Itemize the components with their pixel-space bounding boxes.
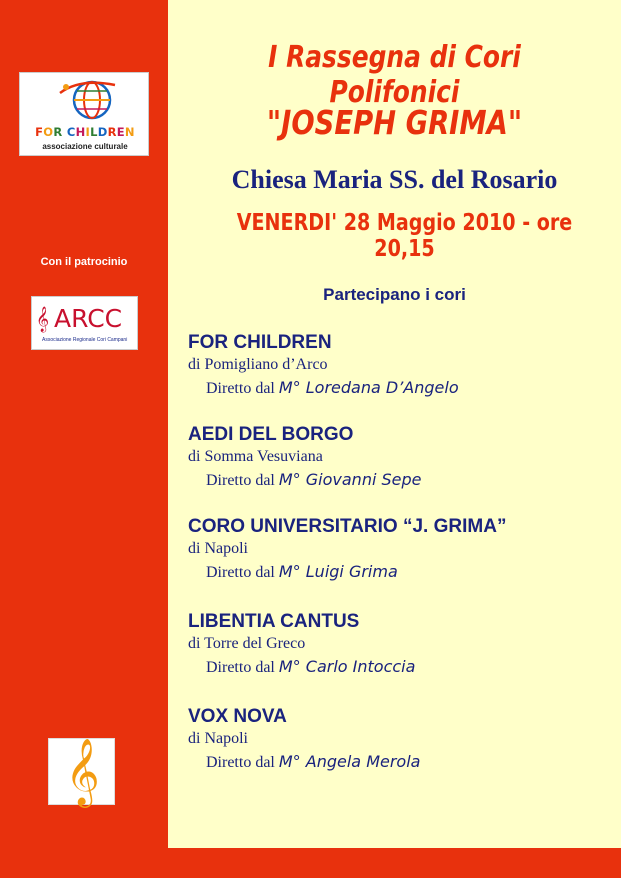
choir-town: di Torre del Greco [188,635,306,652]
arcc-logo-subtitle: Associazione Regionale Cori Campani [42,337,128,343]
choir-name: AEDI DEL BORGO [188,424,354,445]
directed-prefix: Diretto dal [206,659,275,676]
choir-item [188,611,608,679]
main-panel [168,0,621,848]
directed-prefix: Diretto dal [206,472,275,489]
choir-item [188,516,608,584]
for-children-logo-name: FOR CHILDREN [35,125,135,139]
choir-name: FOR CHILDREN [188,332,332,353]
event-date: VENERDI' 28 Maggio 2010 - ore 20,15 [236,210,573,262]
choir-director-line [188,468,608,492]
venue: Chiesa Maria SS. del Rosario [231,165,558,194]
title-line-1: I Rassegna di Cori Polifonici [268,40,521,110]
choir-town: di Napoli [188,730,248,747]
title-line-2: "JOSEPH GRIMA" [266,103,523,142]
participants-heading: Partecipano i cori [323,285,466,304]
choir-item [188,332,608,400]
choir-director: M° Loredana D’Angelo [278,378,459,397]
treble-clef-icon: 𝄞 [65,737,100,805]
treble-clef-box [48,738,115,805]
choir-director-line [188,376,608,400]
directed-prefix: Diretto dal [206,754,275,771]
choir-name: VOX NOVA [188,706,287,727]
choir-town: di Napoli [188,540,248,557]
choir-name: CORO UNIVERSITARIO “J. GRIMA” [188,516,507,537]
arcc-clef-icon: 𝄞 [36,307,50,332]
choir-director-line [188,655,608,679]
patronage-label: Con il patrocinio [40,256,128,268]
choir-director: M° Angela Merola [278,752,421,771]
arcc-logo [31,296,138,350]
choir-town: di Pomigliano d’Arco [188,356,328,373]
choir-director: M° Giovanni Sepe [278,470,422,489]
choir-item [188,706,608,774]
choir-director-line [188,750,608,774]
directed-prefix: Diretto dal [206,380,275,397]
choir-director-line [188,560,608,584]
globe-icon [20,73,150,125]
sidebar [0,0,168,878]
for-children-logo-subtitle: associazione culturale [42,142,128,151]
choir-director: M° Carlo Intoccia [278,657,416,676]
choir-director: M° Luigi Grima [278,562,398,581]
directed-prefix: Diretto dal [206,564,275,581]
for-children-logo [19,72,149,156]
choir-item [188,424,608,492]
choir-name: LIBENTIA CANTUS [188,611,360,632]
choir-town: di Somma Vesuviana [188,448,323,465]
arcc-logo-name: ARCC [54,304,123,333]
